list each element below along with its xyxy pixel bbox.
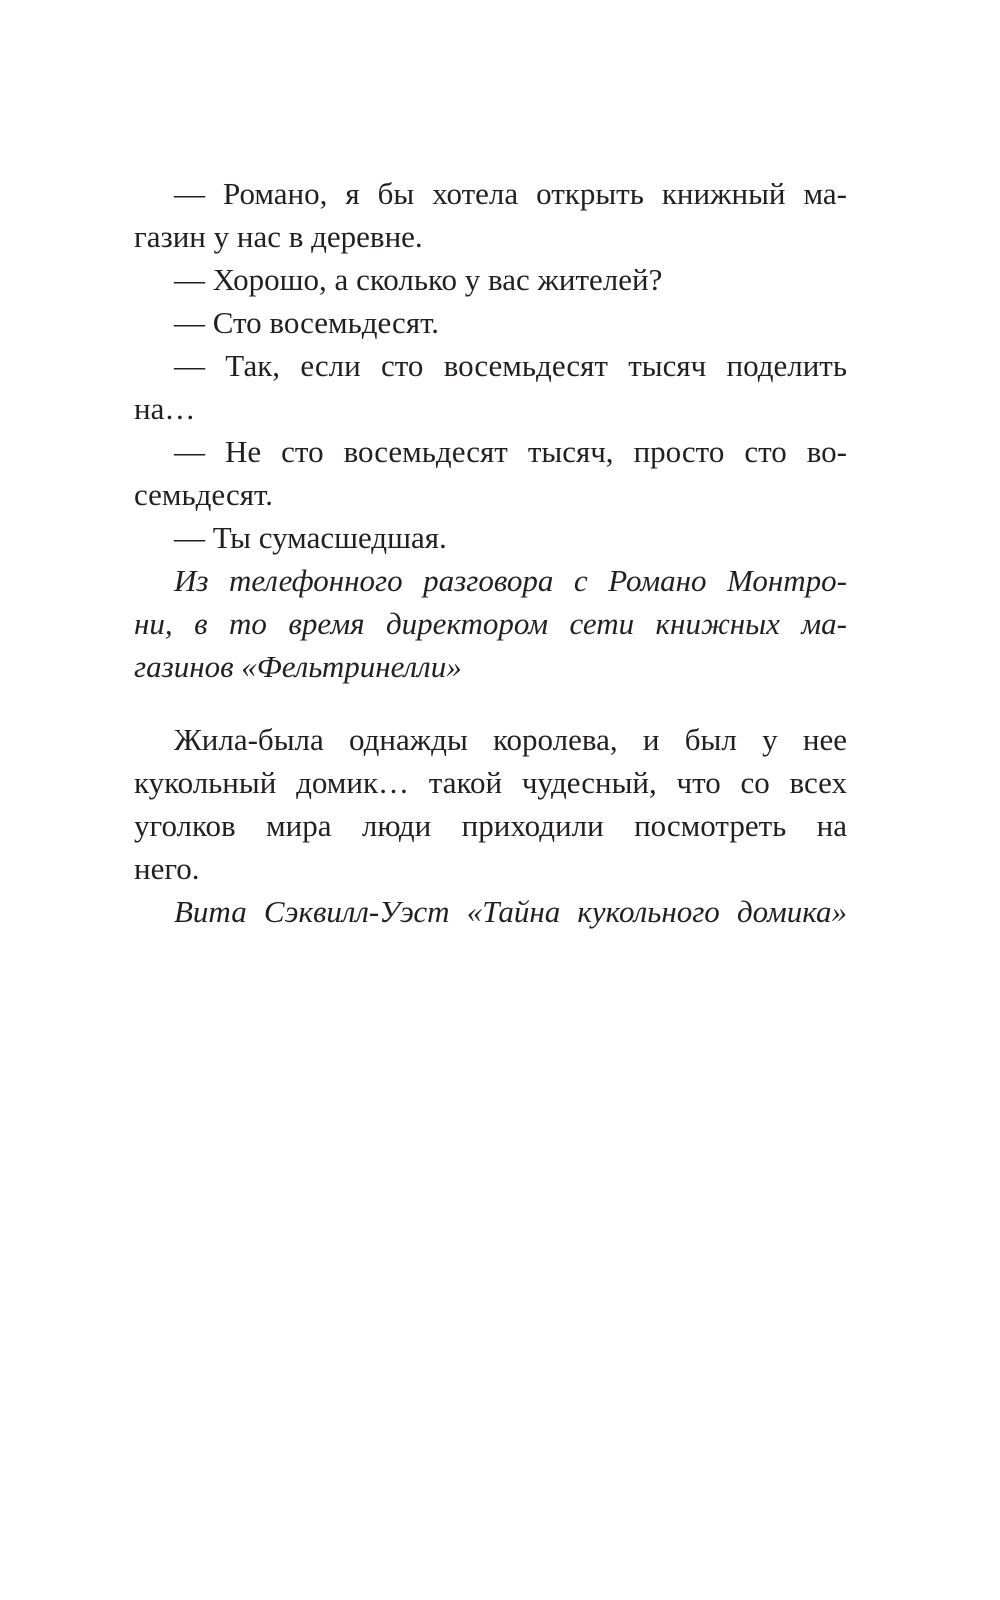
quote-line: кукольный домик… такой чудесный, что со всех (134, 765, 847, 800)
dialogue-line: — Ты сумасшедшая. (174, 520, 447, 555)
quote-line: Жила-была однажды королева, и был у нее (174, 722, 847, 757)
quote-line: него. (134, 851, 200, 886)
dialogue-line: — Хорошо, а сколько у вас жителей? (174, 262, 663, 297)
epigraph-dialogue (134, 172, 847, 688)
dialogue-line: — Романо, я бы хотела открыть книжный ма- (174, 176, 847, 211)
epigraph-source-line: Вита Сэквилл-Уэст «Тайна кукольного домика» (174, 894, 847, 929)
dialogue-line: семьдесят. (134, 477, 273, 512)
dialogue-line: на… (134, 391, 196, 426)
quote-line: уголков мира люди приходили посмотреть на (134, 808, 847, 843)
dialogue-line: — Так, если сто восемьдесят тысяч поделить (174, 348, 847, 383)
epigraph-source-line: ни, в то время директором сети книжных ма- (134, 606, 847, 641)
epigraph-source-line: газинов «Фельтринелли» (134, 649, 462, 684)
dialogue-line: — Не сто восемьдесят тысяч, просто сто во- (174, 434, 847, 469)
epigraph-quote (134, 718, 847, 933)
epigraph-source-line: Из телефонного разговора с Романо Монтро- (174, 563, 847, 598)
dialogue-line: — Сто восемьдесят. (174, 305, 440, 340)
dialogue-line: газин у нас в деревне. (134, 219, 423, 254)
